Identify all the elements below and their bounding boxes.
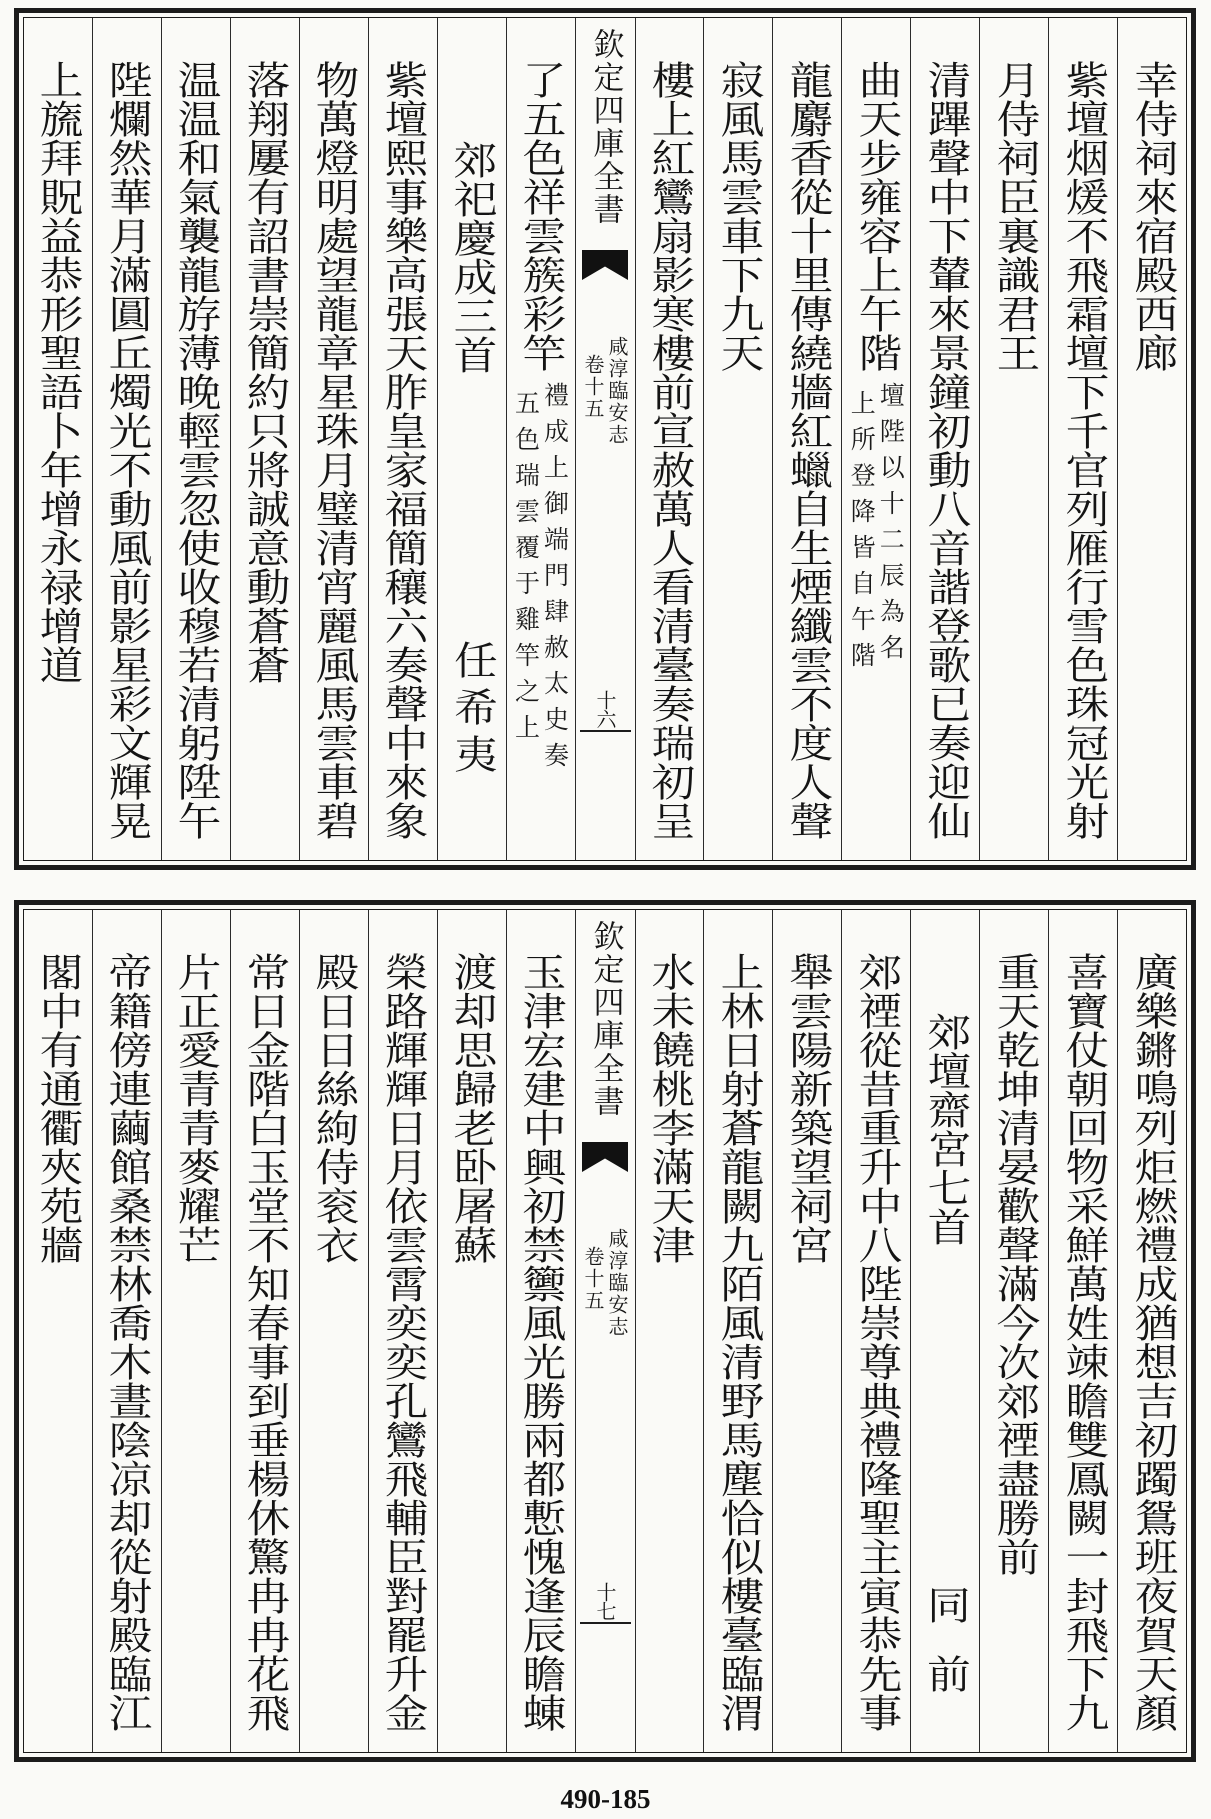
top-page-panel [14,8,1196,870]
text-column [506,18,575,860]
bottom-page-frame [23,909,1187,1753]
text-column [230,18,299,860]
column-text: 幸侍祠來宿殿西廊 [1126,60,1178,372]
text-column [299,18,368,860]
text-column [703,18,772,860]
text-column [979,910,1048,1752]
column-text: 曲天步雍容上午階 [851,60,902,372]
column-text: 物萬燈明處望龍章星珠月璧清宵麗風馬雲車碧 [308,60,359,840]
collection-title: 欽定四庫全書 [587,920,624,1118]
bottom-page-panel [14,900,1196,1762]
interlinear-note [847,382,906,678]
text-column [506,910,575,1752]
leaf-rule [580,1622,631,1624]
poem-title: 郊壇齋宮七首 [920,1012,971,1246]
column-text: 了五色祥雲簇彩竿 [515,60,566,372]
note-left-line: 上所登降皆自午階 [847,390,877,678]
author-signature: 任希夷 [446,640,497,781]
top-page-frame [23,17,1187,861]
column-text: 榮路輝輝日月依雲霄奕奕孔鸞飛輔臣對罷升金 [377,952,428,1732]
text-column [772,910,841,1752]
volume-label: 卷十五 [581,354,605,420]
text-column [299,910,368,1752]
text-column [910,18,979,860]
interlinear-note [511,382,570,778]
note-left-line: 五色瑞雲覆于雞竿之上 [511,390,541,750]
book-info [583,336,627,446]
column-text: 渡却思歸老卧屠蘇 [446,952,497,1264]
text-column [1048,18,1117,860]
column-text: 閣中有通衢夾苑牆 [32,952,84,1264]
column-text: 常日金階白玉堂不知春事到垂楊休驚冉冉花飛 [239,952,290,1732]
text-column [437,910,506,1752]
poem-title: 郊祀慶成三首 [446,140,497,374]
text-column [92,18,161,860]
column-text: 清蹕聲中下輦來景鐘初動八音諧登歌已奏迎仙 [920,60,971,840]
leaf-number: 十七 [593,1582,617,1620]
column-text: 重天乾坤清晏歡聲滿今次郊禋盡勝前 [988,952,1040,1576]
column-text: 郊禋從昔重升中八陛崇尊典禮隆聖主寅恭先事 [851,952,902,1732]
text-column [841,910,910,1752]
column-text: 玉津宏建中興初禁籞風光勝兩都慙愧逢辰瞻蝀 [515,952,566,1732]
leaf-number: 十六 [593,690,617,728]
column-text: 舉雲陽新築望祠宮 [782,952,833,1264]
author-signature: 同前 [920,1585,971,1723]
column-text: 樓上紅鸞扇影寒樓前宣赦萬人看清臺奏瑞初呈 [644,60,695,840]
column-text: 温温和氣襲龍斿薄晚輕雲忽使收穆若清躬陞午 [170,60,222,840]
column-text: 寂風馬雲車下九天 [713,60,764,372]
fishtail-mark [582,1142,628,1172]
text-column [1117,910,1186,1752]
text-column [24,910,92,1752]
note-right-line: 壇陛以十二辰為名 [876,382,906,670]
column-text: 紫壇熙事樂高張天胙皇家福簡穰六奏聲中來象 [377,60,428,840]
center-margin-column [575,18,635,860]
page-number: 490-185 [560,1784,651,1814]
text-column [635,910,704,1752]
poem-title-column [910,910,979,1752]
column-text: 帝籍傍連繭館桑禁林喬木晝陰凉却從射殿臨江 [101,952,153,1732]
column-text: 月侍祠臣裏識君王 [988,60,1040,372]
book-title: 咸淳臨安志 [605,336,629,446]
text-column [841,18,910,860]
fishtail-mark [582,250,628,280]
column-text: 廣樂鏘鳴列炬燃禮成猶想吉初躅鴛班夜賀天顏 [1126,952,1178,1732]
column-text: 片正愛青青麥耀芒 [170,952,222,1264]
column-text: 殿日日絲絇侍衮衣 [308,952,359,1264]
text-column [161,910,230,1752]
column-text: 龍麝香從十里傳繞牆紅蠟自生煙纖雲不度人聲 [782,60,833,840]
column-text: 上林日射蒼龍闕九陌風清野馬塵恰似樓臺臨渭 [713,952,764,1732]
text-column [635,18,704,860]
text-column [1048,910,1117,1752]
column-text: 落翔屢有詔書崇簡約只將誠意動蒼蒼 [239,60,290,684]
poem-title-column [437,18,506,860]
collection-title: 欽定四庫全書 [587,28,624,226]
column-text: 喜寶仗朝回物采鮮萬姓竦瞻雙鳳闕一封飛下九 [1057,952,1109,1732]
text-column [24,18,92,860]
column-text: 陛爛然華月滿圓丘燭光不動風前影星彩文輝晃 [101,60,153,840]
book-info [583,1228,627,1338]
text-column [368,18,437,860]
note-right-line: 禮成上御端門肆赦太史奏 [540,382,570,778]
column-text: 紫壇烟煖不飛霜壇下千官列雁行雪色珠冠光射 [1057,60,1109,840]
text-column [703,910,772,1752]
volume-label: 卷十五 [581,1246,605,1312]
book-title: 咸淳臨安志 [605,1228,629,1338]
text-column [230,910,299,1752]
text-column [772,18,841,860]
leaf-rule [580,730,631,732]
text-column [979,18,1048,860]
center-margin-column [575,910,635,1752]
column-text: 水未饒桃李滿天津 [644,952,695,1264]
text-column [1117,18,1186,860]
text-column [161,18,230,860]
text-column [92,910,161,1752]
text-column [368,910,437,1752]
column-text: 上旒拜貺益恭形聖語卜年增永禄增道 [32,60,84,684]
